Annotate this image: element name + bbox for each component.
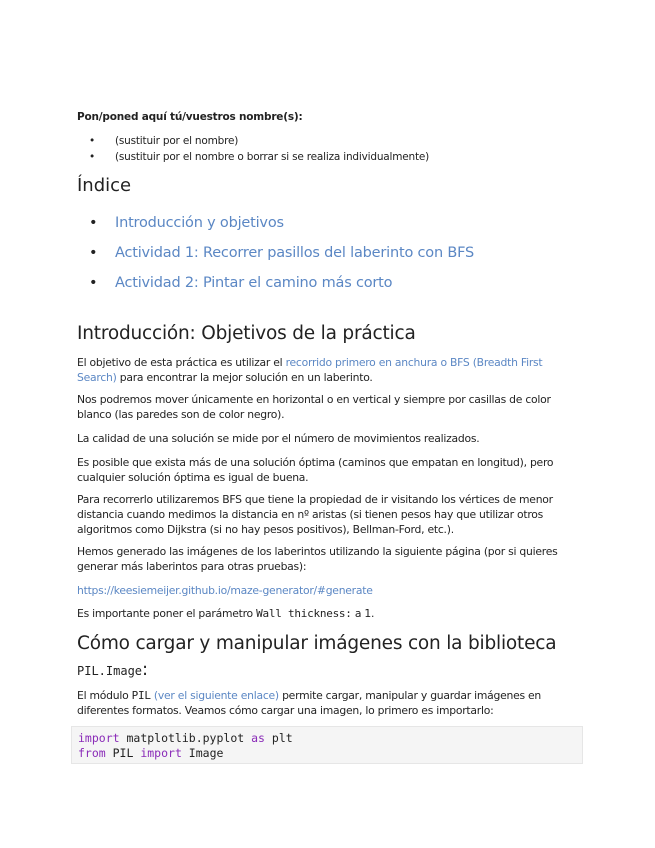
- table-of-contents: [77, 208, 474, 298]
- intro-paragraph-3: La calidad de una solución se mide por el número de movimientos realizados.: [77, 432, 480, 445]
- pil-paragraph: [77, 688, 567, 718]
- intro-paragraph-4: Es posible que exista más de una solución óptima (caminos que empatan en longitud), pero cualquier solución óptima es igual de buena.: [77, 456, 554, 484]
- intro-paragraph-6: Hemos generado las imágenes de los laberintos utilizando la siguiente página (por si quieres generar más laberintos para otras pruebas):: [77, 545, 558, 573]
- keyword: import: [140, 746, 182, 760]
- toc-item: [77, 238, 474, 268]
- pil-code: PIL: [131, 689, 151, 702]
- intro-paragraph-1: [77, 355, 567, 385]
- pil-docs-link[interactable]: (ver el siguiente enlace): [150, 689, 279, 702]
- toc-item: [77, 208, 474, 238]
- toc-link-activity-1[interactable]: Actividad 1: Recorrer pasillos del laberinto con BFS: [115, 245, 475, 261]
- authors-heading: Pon/poned aquí tú/vuestros nombre(s):: [77, 111, 303, 123]
- author-item: • (sustituir por el nombre): [77, 133, 429, 149]
- keyword: from: [78, 746, 106, 760]
- intro-paragraph-5: Para recorrerlo utilizaremos BFS que tiene la propiedad de ir visitando los vértices de menor distancia cuando medimos la distancia en nº aristas (si tienen pesos hay que utilizar otros algoritmos como Dijkstra (si no hay pesos positivos), Bellman-Ford, etc.).: [77, 493, 553, 536]
- text: Es importante poner el parámetro: [77, 607, 257, 620]
- code-line-1: [78, 731, 582, 746]
- pil-heading-continued: [77, 659, 148, 680]
- text: :: [142, 659, 149, 680]
- code-text: matplotlib.pyplot: [119, 731, 252, 745]
- authors-list: [77, 133, 429, 165]
- toc-link-activity-2[interactable]: Actividad 2: Pintar el camino más corto: [115, 275, 393, 291]
- intro-paragraph-2: Nos podremos mover únicamente en horizontal o en vertical y siempre por casillas de color blanco (las paredes son de color negro).: [77, 393, 551, 421]
- toc-link-intro[interactable]: Introducción y objetivos: [115, 215, 284, 231]
- code-text: PIL: [105, 746, 141, 760]
- pil-image-code: PIL.Image: [77, 664, 143, 678]
- keyword: as: [251, 731, 265, 745]
- intro-heading: Introducción: Objetivos de la práctica: [77, 323, 416, 344]
- code-line-2: [78, 746, 582, 761]
- toc-item: [77, 268, 474, 298]
- text: El módulo: [77, 689, 132, 702]
- text: permite cargar, manipular y guardar imágenes en diferentes formatos. Veamos cómo cargar una imagen, lo primero es importarlo:: [77, 689, 542, 717]
- code-text: plt: [264, 731, 293, 745]
- keyword: import: [78, 731, 120, 745]
- wall-thickness-code: Wall thickness:: [256, 607, 352, 620]
- text: a 1.: [351, 607, 375, 620]
- code-text: Image: [181, 746, 224, 760]
- bfs-link[interactable]: recorrido primero en anchura o BFS (Breadth First Search): [77, 356, 543, 384]
- author-item: • (sustituir por el nombre o borrar si se realiza individualmente): [77, 149, 429, 165]
- pil-heading: Cómo cargar y manipular imágenes con la biblioteca: [77, 633, 557, 654]
- index-heading: Índice: [77, 175, 132, 196]
- text: El objetivo de esta práctica es utilizar el: [77, 356, 286, 369]
- code-cell[interactable]: [71, 726, 583, 764]
- text: para encontrar la mejor solución en un laberinto.: [116, 371, 373, 384]
- intro-paragraph-7: [77, 606, 567, 621]
- maze-generator-paragraph: [77, 583, 567, 598]
- maze-generator-link[interactable]: https://keesiemeijer.github.io/maze-generator/#generate: [77, 584, 373, 597]
